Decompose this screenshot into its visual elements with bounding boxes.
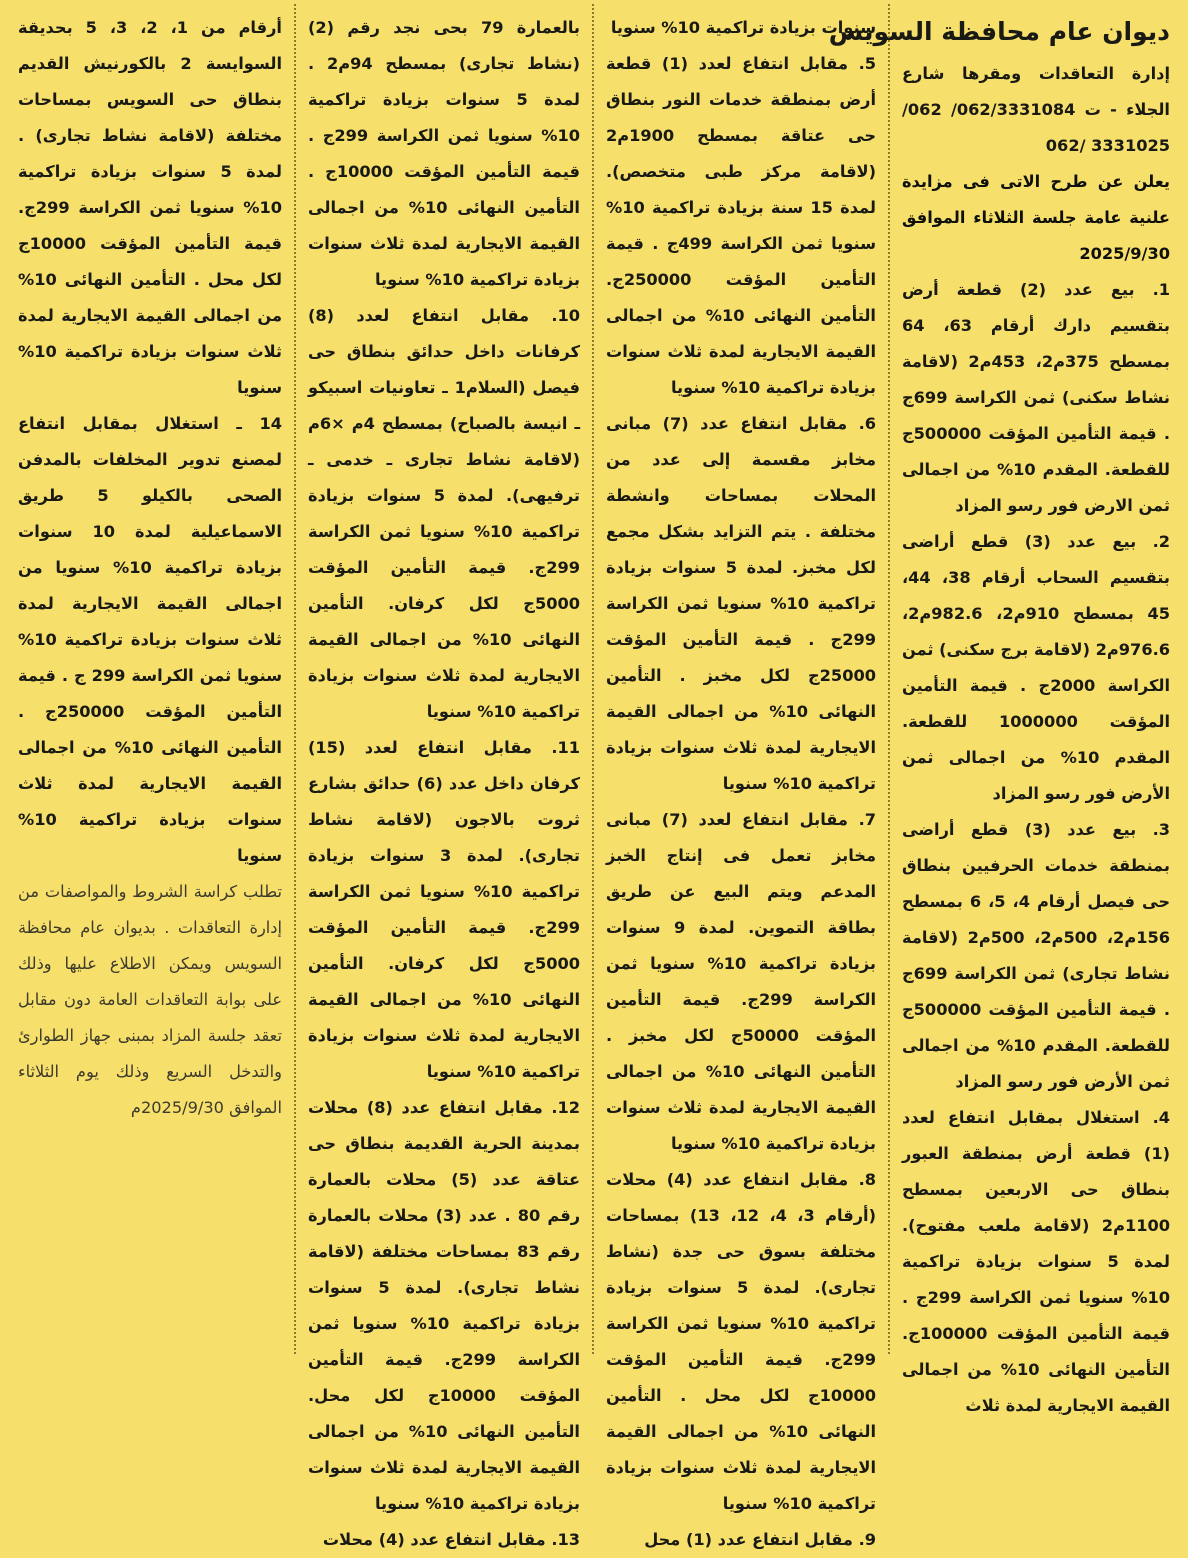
item-1: 1. بيع عدد (2) قطعة أرض بتقسيم دارك أرقام 63، 64 بمسطح 375م2، 453م2 (لاقامة نشاط سكنى) ثمن الكراسة 699ج . قيمة التأمين المؤقت 500000ج للقطعة. المقدم 10% من اجمالى ثمن الارض فور رسو المزاد — [902, 280, 1171, 515]
item-3: 3. بيع عدد (3) قطع أراضى بمنطقة خدمات الحرفيين بنطاق حى فيصل أرقام 4، 5، 6 بمسطح 156م2، 500م2، 500م2 (لاقامة نشاط تجارى) ثمن الكراسة 699ج . قيمة التأمين المؤقت 500000ج للقطعة. المقدم 10% من اجمالى ثمن الأرض فور رسو المزاد — [902, 820, 1171, 1091]
item-4: 4. استغلال بمقابل انتفاع لعدد (1) قطعة أرض بمنطقة العبور بنطاق حى الاربعين بمسطح 1100م2 (لاقامة ملعب مفتوح). لمدة 5 سنوات بزيادة تراكمية 10% سنويا ثمن الكراسة 299ج . قيمة التأمين المؤقت 100000ج. التأمين النهائى 10% من اجمالى القيمة الايجارية لمدة ثلاث — [902, 1108, 1170, 1415]
column-4 — [6, 4, 296, 1354]
item-2: 2. بيع عدد (3) قطع أراضى بتقسيم السحاب أرقام 38، 44، 45 بمسطح 910م2، 982.6م2، 976.6م2 (لاقامة برج سكنى) ثمن الكراسة 2000ج . قيمة التأمين المؤقت 1000000 للقطعة. المقدم 10% من اجمالى ثمن الأرض فور رسو المزاد — [902, 532, 1171, 803]
item-4-continued: سنوات بزيادة تراكمية 10% سنويا — [610, 18, 876, 37]
item-7: 7. مقابل انتفاع لعدد (7) مبانى مخابز تعمل فى إنتاج الخبز المدعم ويتم البيع عن طريق بطاقة التموين. لمدة 9 سنوات بزيادة تراكمية 10% سنويا ثمن الكراسة 299ج. قيمة التأمين المؤقت 50000ج لكل مخبز . التأمين النهائى 10% من اجمالى القيمة الايجارية لمدة ثلاث سنوات بزيادة تراكمية 10% سنويا — [606, 810, 877, 1153]
item-13: 13. مقابل انتفاع عدد (4) محلات — [322, 1530, 580, 1549]
item-14: 14 ـ استغلال بمقابل انتفاع لمصنع تدوير المخلفات بالمدفن الصحى بالكيلو 5 طريق الاسماعيلية لمدة 10 سنوات بزيادة تراكمية 10% سنويا من اجمالى القيمة الايجارية لمدة ثلاث سنوات بزيادة تراكمية 10% سنويا ثمن الكراسة 299 ج . قيمة التأمين المؤقت 250000ج . التأمين النهائى 10% من اجمالى القيمة الايجارية لمدة ثلاث سنوات بزيادة تراكمية 10% سنويا — [18, 414, 282, 865]
item-13-continued: أرقام من 1، 2، 3، 5 بحديقة السوايسة 2 بالكورنيش القديم بنطاق حى السويس بمساحات مختلفة (لاقامة نشاط تجارى) . لمدة 5 سنوات بزيادة تراكمية 10% سنويا ثمن الكراسة 299ج. قيمة التأمين المؤقت 10000ج لكل محل . التأمين النهائى 10% من اجمالى القيمة الايجارية لمدة ثلاث سنوات بزيادة تراكمية 10% سنويا — [18, 18, 282, 397]
contact-line: إدارة التعاقدات ومقرها شارع الجلاء - ت 062/3331084/ 062/ 3331025 /062 — [902, 64, 1170, 155]
announcement-line: يعلن عن طرح الاتى فى مزايدة علنية عامة جلسة الثلاثاء الموافق 2025/9/30 — [902, 172, 1170, 263]
item-5: 5. مقابل انتفاع لعدد (1) قطعة أرض بمنطقة خدمات النور بنطاق حى عتاقة بمسطح 1900م2 (لاقامة مركز طبى متخصص). لمدة 15 سنة بزيادة تراكمية 10% سنويا ثمن الكراسة 499ج . قيمة التأمين المؤقت 250000ج. التأمين النهائى 10% من اجمالى القيمة الايجارية لمدة ثلاث سنوات بزيادة تراكمية 10% سنويا — [606, 54, 876, 397]
item-9-continued: بالعمارة 79 بحى نجد رقم (2) (نشاط تجارى) بمسطح 94م2 . لمدة 5 سنوات بزيادة تراكمية 10% سنويا ثمن الكراسة 299ج . قيمة التأمين المؤقت 10000ج . التأمين النهائى 10% من اجمالى القيمة الايجارية لمدة ثلاث سنوات بزيادة تراكمية 10% سنويا — [308, 18, 580, 289]
item-8: 8. مقابل انتفاع عدد (4) محلات (أرقام 3، 4، 12، 13) بمساحات مختلفة بسوق حى جدة (نشاط تجارى). لمدة 5 سنوات بزيادة تراكمية 10% سنويا ثمن الكراسة 299ج. قيمة التأمين المؤقت 10000ج لكل محل . التأمين النهائى 10% من اجمالى القيمة الايجارية لمدة ثلاث سنوات بزيادة تراكمية 10% سنويا — [606, 1170, 877, 1513]
item-10: 10. مقابل انتفاع لعدد (8) كرفانات داخل حدائق بنطاق حى فيصل (السلام1 ـ تعاونيات اسبيكو ـ انيسة بالصباح) بمسطح 4م ×6م (لاقامة نشاط تجارى ـ خدمى ـ ترفيهى). لمدة 5 سنوات بزيادة تراكمية 10% سنويا ثمن الكراسة 299ج. قيمة التأمين المؤقت 5000ج لكل كرفان. التأمين النهائى 10% من اجمالى القيمة الايجارية لمدة ثلاث سنوات بزيادة تراكمية 10% سنويا — [308, 306, 580, 721]
column-1 — [828, 4, 1182, 1415]
column-3 — [296, 4, 594, 1549]
item-6: 6. مقابل انتفاع عدد (7) مبانى مخابز مقسمة إلى عدد من المحلات بمساحات وانشطة مختلفة . يتم التزايد بشكل مجمع لكل مخبز. لمدة 5 سنوات بزيادة تراكمية 10% سنويا ثمن الكراسة 299ج . قيمة التأمين المؤقت 25000ج لكل مخبز . التأمين النهائى 10% من اجمالى القيمة الايجارية لمدة ثلاث سنوات بزيادة تراكمية 10% سنويا — [606, 414, 877, 793]
item-12: 12. مقابل انتفاع عدد (8) محلات بمدينة الحرية القديمة بنطاق حى عتاقة عدد (5) محلات بالعمارة رقم 80 . عدد (3) محلات بالعمارة رقم 83 بمساحات مختلفة (لاقامة نشاط تجارى). لمدة 5 سنوات بزيادة تراكمية 10% سنويا ثمن الكراسة 299ج. قيمة التأمين المؤقت 10000ج لكل محل. التأمين النهائى 10% من اجمالى القيمة الايجارية لمدة ثلاث سنوات بزيادة تراكمية 10% سنويا — [308, 1098, 581, 1513]
column-2 — [594, 4, 890, 1549]
item-9: 9. مقابل انتفاع عدد (1) محل — [644, 1530, 876, 1549]
page-title: ديوان عام محافظة السويس — [828, 17, 1170, 46]
item-11: 11. مقابل انتفاع لعدد (15) كرفان داخل عدد (6) حدائق بشارع ثروت بالاجون (لاقامة نشاط تجارى). لمدة 3 سنوات بزيادة تراكمية 10% سنويا ثمن الكراسة 299ج. قيمة التأمين المؤقت 5000ج لكل كرفان. التأمين النهائى 10% من اجمالى القيمة الايجارية لمدة ثلاث سنوات بزيادة تراكمية 10% سنويا — [308, 738, 580, 1081]
closing-notice: تطلب كراسة الشروط والمواصفات من إدارة التعاقدات . بديوان عام محافظة السويس ويمكن الاطلاع عليها وذلك على بوابة التعاقدات العامة دون مقابل تعقد جلسة المزاد بمبنى جهاز الطوارئ والتدخل السريع وذلك يوم الثلاثاء الموافق 2025/9/30م — [18, 882, 282, 1117]
